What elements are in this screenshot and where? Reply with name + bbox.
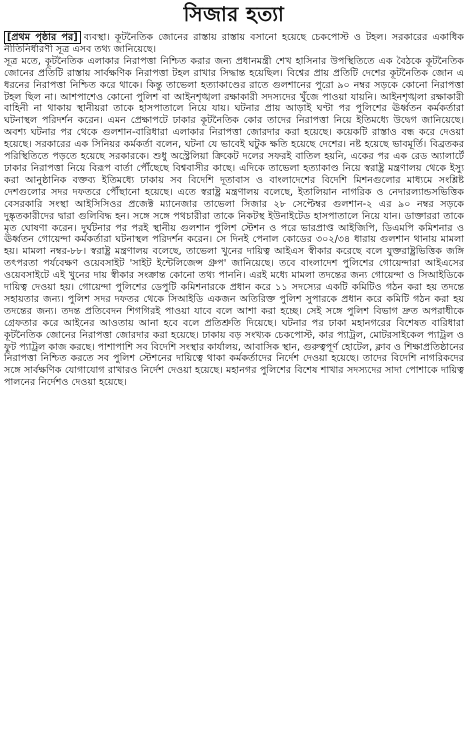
continuation-tag: [প্রথম পৃষ্ঠার পর] [4, 31, 81, 44]
headline: সিজার হত্যা [183, 2, 285, 26]
paragraph-text: ব্যবস্থা। কূটনৈতিক জোনের রাস্তায় রাস্তায় বসানো হয়েছে চেকপোস্ট ও টহল। সরকারের একাধিক নীতিনির্ধারণী সূত্র এসব তথ্য জানিয়েছে। [4, 32, 464, 55]
article-paragraph-1 [4, 32, 464, 56]
article-paragraph-2: সূত্র মতে, কূটনৈতিক এলাকার নিরাপত্তা নিশ্চিত করার জন্য প্রধানমন্ত্রী শেখ হাসিনার উপস্থিতিতে এক বৈঠকে কূটনৈতিক জোনের প্রতিটি রাস্তায় সার্বক্ষণিক নিরাপত্তা টহল রাখার সিদ্ধান্ত হয়েছিল। বিশ্বের প্রায় প্রতিটি দেশের কূটনৈতিক জোন এ ধরনের নিরাপত্তা নিশ্চিত করে থাকে। কিন্তু তাভেলা হত্যাকাণ্ডের রাতে গুলশানের পুরো ৯০ নম্বর সড়কে কোনো নিরাপত্তা টহল ছিল না। আশপাশেও কোনো পুলিশ বা আইনশৃঙ্খলা রক্ষাকারী সদস্যদের খুঁজে পাওয়া যায়নি। আইনশৃঙ্খলা রক্ষাকারী বাহিনী না থাকায় স্থানীয়রা তাকে হাসপাতালে নিয়ে যায়। ঘটনার প্রায় আড়াই ঘণ্টা পর পুলিশের ঊর্ধ্বতন কর্মকর্তারা ঘটনাস্থল পরিদর্শন করেন। এমন প্রেক্ষাপটে ঢাকার কূটনৈতিক কোর তাদের নিরাপত্তা নিয়ে ইতিমধ্যে উদ্বেগ জানিয়েছে। অবশ্য ঘটনার পর থেকে গুলশান-বারিধারা এলাকার নিরাপত্তা জোরদার করা হয়েছে। কয়েকটি রাস্তাও বন্ধ করে দেওয়া হয়েছে। সরকারের এক সিনিয়র কর্মকর্তা বলেন, ঘটনা যে ভাবেই ঘটুক ক্ষতি হয়েছে দেশের। নষ্ট হয়েছে ভাবমূর্তি। বিব্রতকর পরিস্থিতিতে পড়তে হয়েছে সরকারকে। শুধু অস্ট্রেলিয়া ক্রিকেট দলের সফরই বাতিল হয়নি, একের পর এক রেড অ্যালার্টে ঢাকার নিরাপত্তা নিয়ে বিরূপ বার্তা পৌঁছেছে বিশ্ববাসীর কাছে। এদিকে তাভেলা হত্যাকাণ্ড নিয়ে স্বরাষ্ট্র মন্ত্রণালয় থেকে ইস্যু করা আনুষ্ঠানিক বক্তব্য ইতিমধ্যে ঢাকায় সব বিদেশি দূতাবাস ও বাংলাদেশের বিদেশি মিশনগুলোর মাধ্যমে সংশ্লিষ্ট দেশগুলোর সদর দফতরে পৌঁছানো হয়েছে। এতে স্বরাষ্ট্র মন্ত্রণালয় বলেছে, ইতালিয়ান নাগরিক ও নেদারল্যান্ডসভিত্তিক বেসরকারি সংস্থা আইসিসিওর প্রজেক্ট ম্যানেজার তাভেলা সিজার ২৮ সেপ্টেম্বর গুলশান-২ এর ৯০ নম্বর সড়কে দুষ্কৃতকারীদের দ্বারা গুলিবিদ্ধ হন। সঙ্গে সঙ্গে পথচারীরা তাকে নিকটস্থ ইউনাইটেড হাসপাতালে নিয়ে যান। ডাক্তাররা তাকে মৃত ঘোষণা করেন। দুর্ঘটনার পর পরই স্থানীয় গুলশান পুলিশ স্টেশন ও পরে ভারপ্রাপ্ত আইজিপি, ডিএমপি কমিশনার ও ঊর্ধ্বতন গোয়েন্দা কর্মকর্তারা ঘটনাস্থল পরিদর্শন করেন। সে দিনই পেনাল কোডের ৩০২/৩৪ ধারায় গুলশান থানায় মামলা হয়। মামলা নম্বর-৮৮। স্বরাষ্ট্র মন্ত্রণালয় বলেছে, তাভেলা খুনের দায়িত্ব আইএস স্বীকার করেছে বলে যুক্তরাষ্ট্রভিত্তিক জঙ্গি তৎপরতা পর্যবেক্ষণ ওয়েবসাইট 'সাইট ইন্টেলিজেন্স গ্রুপ' জানিয়েছে। তবে বাংলাদেশ পুলিশের গোয়েন্দারা আইএসের ওয়েবসাইটে এই খুনের দায় স্বীকার সংক্রান্ত কোনো তথ্য পাননি। এরই মধ্যে মামলা তদন্তের জন্য গোয়েন্দা ও সিআইডিকে দায়িত্ব দেওয়া হয়। গোয়েন্দা পুলিশের ডেপুটি কমিশনারকে প্রধান করে ১১ সদস্যের একটি কমিটিও গঠন করা হয় তদন্তে সহায়তার জন্য। পুলিশ সদর দফতর থেকে সিআইডি একজন অতিরিক্ত পুলিশ সুপারকে প্রধান করে কমিটি গঠন করা হয় তদন্তের জন্য। তদন্ত প্রতিবেদন শিগগিরই পাওয়া যাবে বলে আশা করা হচ্ছে। সেই সঙ্গে পুলিশ বিভাগ দ্রুত অপরাধীকে গ্রেফতার করে আইনের আওতায় আনা হবে বলে প্রতিশ্রুতি দিয়েছে। ঘটনার পর ঢাকা মহানগরের বিশেষত বারিধারা কূটনৈতিক জোনের নিরাপত্তা জোরদার করা হয়েছে। ঢাকায় বড় সংখ্যক চেকপোস্ট, কার প্যাট্রল, মোটরসাইকেল প্যাট্রল ও ফুট প্যাট্রল কাজ করছে। পাশাপাশি সব বিদেশি সংস্থার কার্যালয়, আবাসিক স্থান, গুরুত্বপূর্ণ হোটেল, ক্লাব ও শিক্ষাপ্রতিষ্ঠানের নিরাপত্তা নিশ্চিত করতে সব পুলিশ স্টেশনের দায়িত্বে থাকা কর্মকর্তাদের নির্দেশ দেওয়া হয়েছে। তাদের বিদেশি নাগরিকদের সঙ্গে সার্বক্ষণিক যোগাযোগ রাখারও নির্দেশ দেওয়া হয়েছে। মহানগর পুলিশের বিশেষ শাখার সদস্যদের সাদা পোশাকে দায়িত্ব পালনের নির্দেশও দেওয়া হয়েছে। [4, 55, 464, 389]
article-body [4, 32, 464, 389]
